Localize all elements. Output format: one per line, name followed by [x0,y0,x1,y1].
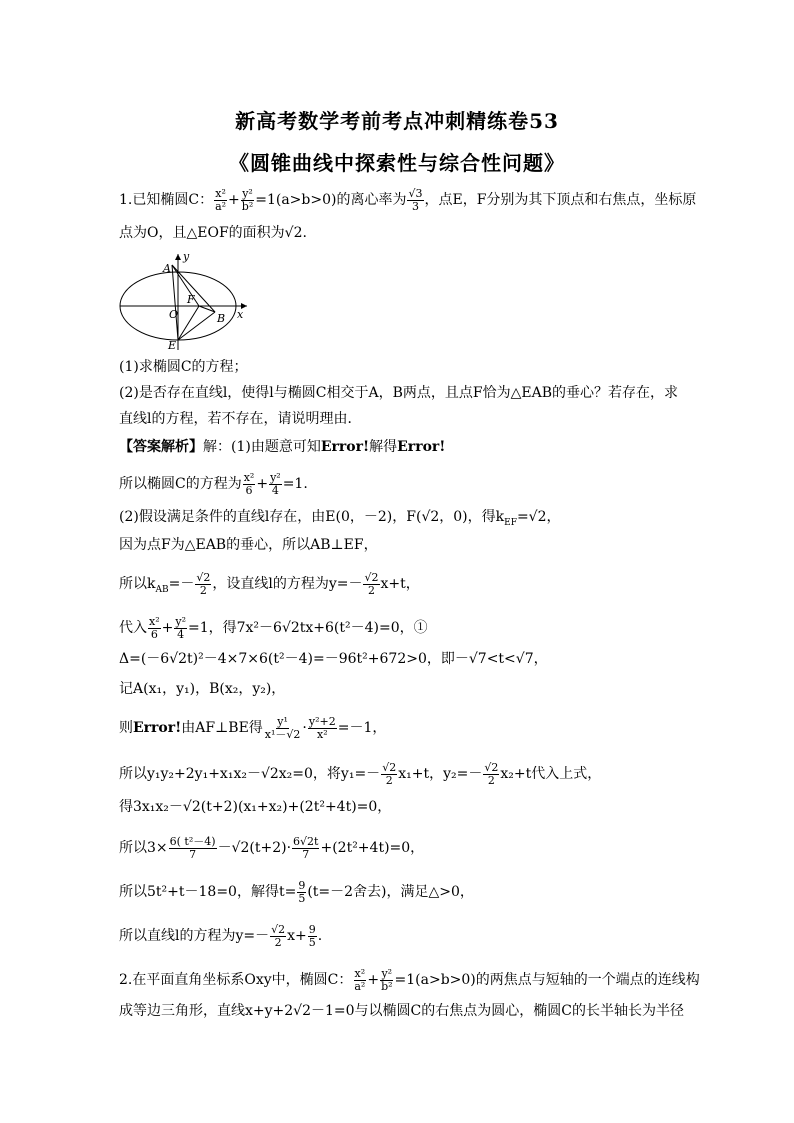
page-subtitle: 《圆锥曲线中探索性与综合性问题》 [229,151,565,175]
frac-y2-b2: $\frac{\text{y²}}{\text{b²}}$ [241,187,254,213]
label-y: y [183,252,190,263]
label-x: x [237,308,244,321]
delta-line: Δ=(－6√2t)²－4×7×6(t²－4)=－96t²+672>0，即－√7<t<√7， [119,651,548,667]
q1-part2-line1: (2)是否存在直线l，使得l与椭圆C相交于A，B两点，且点F恰为△EAB的垂心？若存在，求 [119,385,678,401]
perp-condition-line: 则Error!由AF⊥BE得 $\frac{\text{y¹}}{\text{x¹－√2}}$ · $\frac{\text{y²+2}}{\text{x²}}$ =－1， [119,715,387,741]
q2-line1: 2.在平面直角坐标系Oxy中，椭圆C： $\frac{\text{x²}}{\text{a²}}$ + $\frac{\text{y²}}{\text{b²}}$ =1(a>b>0)的两焦点与短轴的一个端点的连线构 [119,967,700,993]
q1-stem-line2: 点为O，且△EOF的面积为√2. [119,225,307,241]
segment-ef [178,306,199,340]
perpendicular-line: 因为点F为△EAB的垂心，所以AB⊥EF， [119,537,378,553]
label-e: E [168,339,177,352]
label-b: B [217,312,226,325]
assume-line: (2)假设满足条件的直线l存在，由E(0，－2)，F(√2，0)，得$k_{EF}=√2$， [119,509,561,528]
label-o: O [169,308,179,321]
so-three-line: 所以3× $\frac{\text{6( t²－4)}}{7}$ －√2(t+2)· $\frac{6√2t}{7}$ +(2t²+4t)=0， [119,835,425,861]
substitute-line: 代入 $\frac{\text{x²}}{6}$ + $\frac{\text{y²}}{4}$ =1，得7x²－6√2tx+6(t²－4)=0，① [119,615,428,641]
solve-t-line: 所以5t²+t－18=0，解得t= $\frac{9}{5}$ (t=－2舍去)，满足△>0， [119,879,474,905]
label-f: F [187,293,195,306]
segment-af [172,265,199,306]
segment-ea [172,265,178,340]
final-line-equation: 所以直线l的方程为y=－ $\frac{√2}{2}$ x+ $\frac{9}{5}$ . [119,923,323,949]
q2-line2: 成等边三角形，直线x+y+2√2－1=0与以椭圆C的右焦点为圆心，椭圆C的长半轴长为半径 [119,1003,684,1019]
answer-heading-line: 【答案解析】解：(1)由题意可知Error!解得Error! [119,439,446,455]
get-equation-line: 得3x₁x₂－√2(t+2)(x₁+x₂)+(2t²+4t)=0， [119,799,392,815]
kab-line: 所以$k_{AB}=-$ $\frac{√2}{2}$ ，设直线l的方程为y=－ $\frac{√2}{2}$ x+t， [119,571,420,597]
answer-heading: 【答案解析】 [119,439,203,455]
q1-part2-line2: 直线l的方程，若不存在，请说明理由． [119,411,362,427]
label-a: A [163,262,171,275]
y-product-line: 所以y₁y₂+2y₁+x₁x₂－√2x₂=0，将y₁=－ $\frac{√2}{2}$ x₁+t，y₂=－ $\frac{√2}{2}$ x₂+t代入上式， [119,761,602,787]
ellipse-figure [117,252,249,352]
segment-eb [178,312,215,340]
y-axis-arrow [175,254,181,260]
q1-part1: (1)求椭圆C的方程； [119,359,248,375]
frac-sqrt3-3: $\frac{√3}{3}$ [408,187,423,213]
points-note-line: 记A(x₁，y₁)，B(x₂，y₂)， [119,681,286,697]
frac-x2-a2: $\frac{\text{x²}}{\text{a²}}$ [215,187,227,213]
q1-stem-line1: 1.已知椭圆C： $\frac{\text{x²}}{\text{a²}}$ + $\frac{\text{y²}}{\text{b²}}$ =1(a>b>0)的离心率为 $\frac{√3}{3}$ ，点E，F分别为其下顶点和右焦点，坐标原 [119,187,697,213]
page-title: 新高考数学考前考点冲刺精练卷53 [235,109,559,133]
ellipse-equation-line: 所以椭圆C的方程为 $\frac{\text{x²}}{6}$ + $\frac{\text{y²}}{4}$ =1. [119,471,308,497]
